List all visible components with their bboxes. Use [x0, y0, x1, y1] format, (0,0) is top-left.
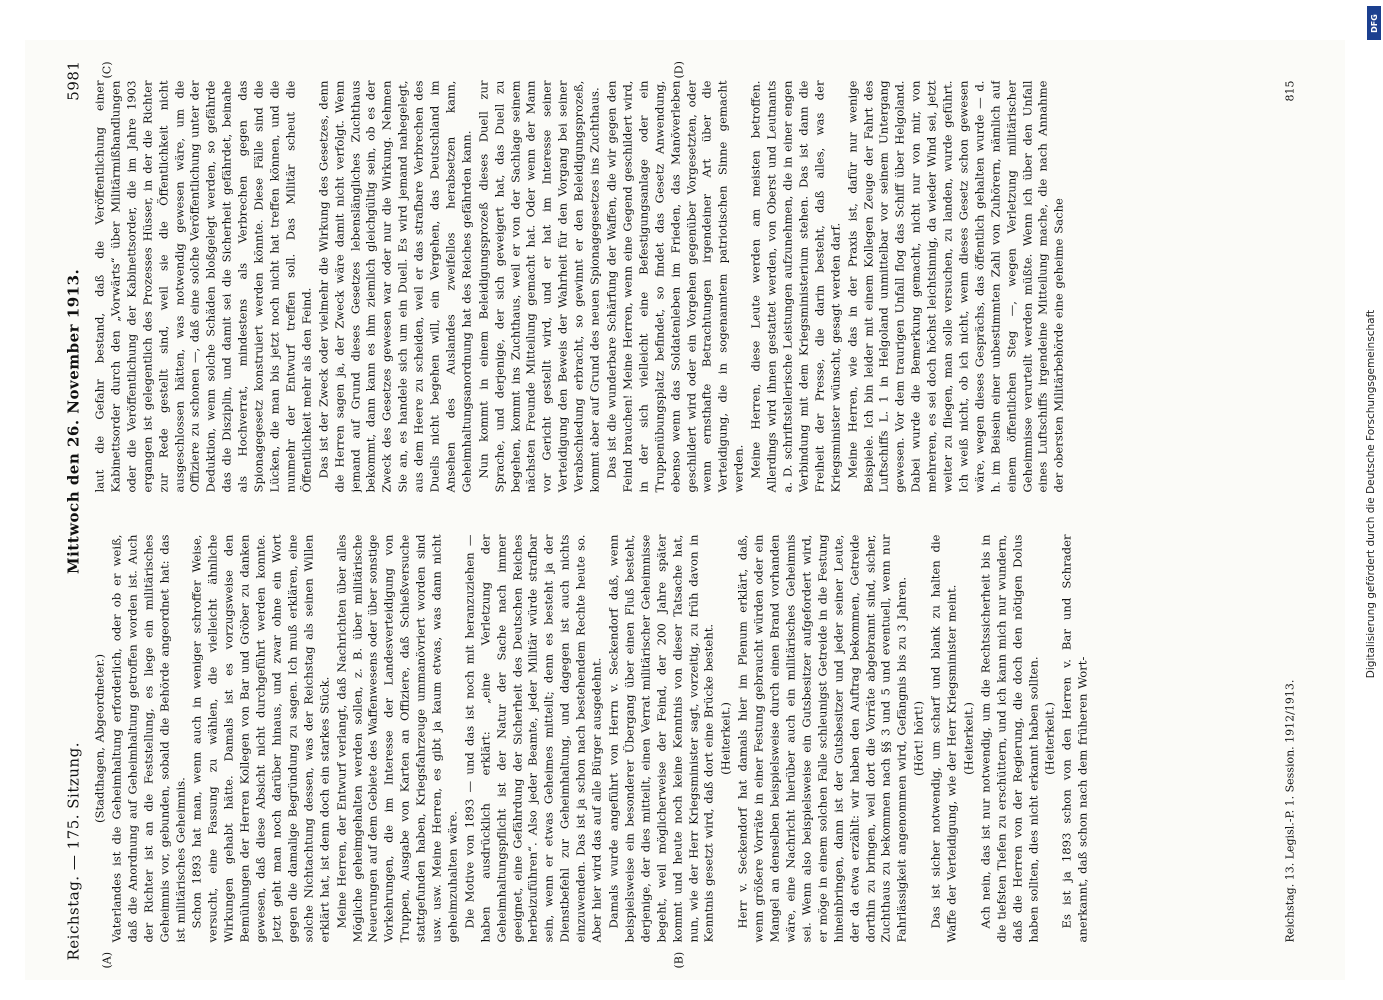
paragraph: Damals wurde angeführt von Herrn v. Seckendorf daß, wenn beispielsweise ein besonderer Übergang über einen Fluß besteht, derjenige, der dies mitteilt, einen Verrat militärischer Geheimnisse begeht, weil möglicherweise der Feind, der 200 Jahre später kommt und heute noch keine Kenntnis von dieser Tatsache hat, nun, wie der Herr Kriegsminister sagt, vorzeitig, zu früh davon in Kenntnis gesetzt wird, daß dort eine Brücke besteht. — [606, 534, 716, 943]
document-page — [25, 40, 1345, 980]
paragraph: Das ist sicher notwendig, um scharf und blank zu halten die Waffe der Verteidigung, wie der Herr Kriegsminister meint. — [928, 534, 959, 943]
margin-marker-c: (C) — [100, 61, 114, 79]
footer-legislature: Reichstag. 13. Legisl.-P. 1. Session. 1912/1913. — [1283, 679, 1297, 943]
paragraph: Herr v. Seckendorf hat damals hier im Plenum erklärt, daß, wenn größere Vorräte in einer Festung gebraucht würden oder ein Mangel an denselben beispielsweise durch einen Brand vorhanden wäre, eine Nachricht hierüber auch ein militärisches Geheimnis sei. Wenn also beispielsweise ein Gutsbesitzer aufgefordert wird, er möge in einem solchen Falle schleunigst Getreide in die Festung hineinbringen, dann ist der Gutsbesitzer und jeder seiner Leute, der da etwa erzählt: wir haben den Auftrag bekommen, Getreide dorthin zu bringen, weil dort die Vorräte abgebrannt sind, sicher, Zuchthaus zu bekommen nach §§ 3 und 5 und eventuell, wenn nur Fahrlässigkeit angenommen wird, Gefängnis bis zu 3 Jahren. — [735, 534, 909, 943]
paragraph: (Stadthagen, Abgeordneter.) — [92, 654, 107, 823]
page-footer — [1284, 81, 1304, 943]
funding-note-text: Digitalisierung gefördert durch die Deutsche Forschungsgemeinschaft — [1365, 309, 1377, 679]
dfg-logo-text: DFG — [1369, 13, 1379, 33]
paragraph: Meine Herren, der Entwurf verlangt, daß Nachrichten über alles Mögliche geheimgehalten werden sollen, z. B. über militärische Neuerungen auf dem Gebiete des Waffenwesens oder über sonstige Vorkehrungen, die im Interesse der Landesverteidigung von Truppen, Ausgabe von Karten an Offiziere, daß Schießversuche stattgefunden haben, Kriegsfahrzeuge ummanövriert worden sind usw. usw. Meine Herren, es gibt ja kaum etwas, was dann nicht geheimzuhalten wäre. — [334, 534, 460, 943]
funding-note — [1357, 0, 1383, 1000]
page-header — [61, 61, 87, 961]
rotated-page-content — [53, 51, 1318, 971]
interjection: (Hört! hört!) — [911, 701, 926, 776]
header-session: Reichstag. — 175. Sitzung. — [64, 742, 83, 961]
header-page-number: 5981 — [64, 60, 83, 101]
paragraph: Das ist der Zweck oder vielmehr die Wirkung des Gesetzes, denn die Herren sagen ja, der Zweck wäre damit nicht verfolgt. Wenn jemand auf Grund dieses Gesetzes lebenslängliches Zuchthaus bekommt, dann kann es ihm ziemlich gleichgültig sein, ob es der Zweck des Gesetzes gewesen war oder nur die Wirkung. Nehmen Sie an, es handele sich um ein Duell. Es wird jemand nahegelegt, aus dem Heere zu scheiden, weil er das strafbare Verbrechen des Duells nicht begehen will, ein Vergehen, das Deutschland im Ansehen des Auslandes zweifellos herabsetzen kann, Geheimhaltungsanordnung hat des Reiches gefährden kann. — [316, 80, 474, 493]
paragraph: Das ist die wunderbare Schärfung der Waffen, die wir gegen den Feind brauchen! Meine Herren, wenn eine Gegend geschildert wird, in der sich vielleicht eine Befestigungsanlage oder ein Truppenübungsplatz befindet, so findet das Gesetz Anwendung, ebenso wenn das Soldatenleben im Frieden, das Manöverleben geschildert wird oder ein Vorgehen gegenüber Vorgesetzten, oder wenn ernsthafte Betrachtungen irgendeiner Art über die Verteidigung, die in sogenanntem patriotischen Sinne gemacht werden. — [604, 80, 746, 493]
footer-sheet-number: 815 — [1283, 80, 1297, 102]
interjection: (Heiterkeit.) — [961, 702, 976, 775]
paragraph: Die Motive von 1893 — und das ist noch mit heranzuziehen — haben ausdrücklich erklärt: „eine Verletzung der Geheimhaltungspflicht ist der Natur der Sache nach immer geeignet, eine Gefährdung der Sicherheit des Deutschen Reiches herbeizuführen“. Also jeder Beamte, jeder Militär würde strafbar sein, wenn er etwas Geheimes mitteilt; denn es besteht ja der Dienstbefehl zur Geheimhaltung, und dagegen ist auch nichts einzuwenden. Das ist ja schon nach bestehendem Rechte heute so. Aber hier wird das auf alle Bürger ausgedehnt. — [462, 534, 604, 943]
interjection: (Heiterkeit.) — [1042, 702, 1057, 775]
paragraph: laut die Gefahr bestand, daß die Veröffentlichung einer Kabinettsorder durch den „Vorwärts“ über Militärmißhandlungen oder die Veröffentlichung der Kabinettsorder, die im Jahre 1903 ergangen ist gelegentlich des Prozesses Hüsser, in der die Richter zur Rede gestellt sind, weil sie die Öffentlichkeit nicht ausgeschlossen hätten, was notwendig gewesen wäre, um die Offiziere zu schonen —, daß eine solche Veröffentlichung unter der Deduktion, wenn solche Schäden bloßgelegt werden, so gefährde das die Disziplin, und damit sei die Sicherheit gefährdet, beinahe als Hochverrat, mindestens als Verbrechen gegen das Spionagegesetz konstruiert werden könnte. Diese Fälle sind die Lücken, die man bis jetzt noch nicht hat treffen können, und die nunmehr der Entwurf treffen soll. Das Militär scheut die Öffentlichkeit mehr als den Feind. — [92, 80, 314, 493]
paragraph: Es ist ja 1893 schon von den Herren v. Bar und Schrader anerkannt, daß schon nach dem früheren Wort- — [1059, 534, 1090, 943]
margin-marker-b: (B) — [672, 951, 686, 969]
paragraph: Vaterlandes ist die Geheimhaltung erforderlich, oder ob er weiß, daß die Anordnung auf Geheimhaltung getroffen worden ist. Auch der Richter ist an die Feststellung, es liege ein militärisches Geheimnis vor, gebunden, sobald die Behörde angeordnet hat: das ist militärisches Geheimnis. — [109, 534, 188, 943]
paragraph: Ach nein, das ist nur notwendig, um die Rechtssicherheit bis in die tiefsten Tiefen zu erschüttern, und ich kann mich nur wundern, daß die Herren von der Regierung, die doch den nötigen Dolus haben sollten, dies nicht erkannt haben sollten. — [978, 534, 1041, 943]
margin-marker-d: (D) — [672, 61, 686, 79]
left-text-column — [93, 535, 1278, 943]
paragraph: Meine Herren, diese Leute werden am meisten betroffen. Allerdings wird ihnen gestattet werden, von Oberst und Leutnants a. D. schriftstellerische Leistungen aufzunehmen, die in einer engen Verbindung mit dem Kriegsministerium stehen. Das ist dann die Freiheit der Presse, die darin besteht, daß alles, was der Kriegsminister wünscht, gesagt werden darf. — [748, 80, 843, 493]
dfg-logo — [1367, 6, 1381, 40]
paragraph: Nun kommt in einem Beleidigungsprozeß dieses Duell zur Sprache, und derjenige, der sich geweigert hat, das Duell zu begehen, kommt ins Zuchthaus, weil er von der Sachlage seinem nächsten Freunde Mitteilung gemacht hat. Oder wenn der Mann vor Gericht gestellt wird, und er hat im Interesse seiner Verteidigung den Beweis der Wahrheit für den Vorgang bei seiner Verabschiedung erbracht, so gewinnt er den Beleidigungsprozeß, kommt aber auf Grund des neuen Spionagegesetzes ins Zuchthaus. — [476, 80, 602, 493]
interjection: (Heiterkeit.) — [718, 702, 733, 775]
paragraph: Meine Herren, wie das in der Praxis ist, dafür nur wenige Beispiele. Ich bin leider mit einem Kollegen Zeuge der Fahrt des Luftschiffs L. 1 in Helgoland unmittelbar vor seinem Untergang gewesen. Vor dem traurigen Unfall flog das Schiff über Helgoland. Dabei wurde die Bemerkung gemacht, nicht nur von mir, von mehreren, es sei doch höchst leichtsinnig, da wieder Wind sei, jetzt weiter zu fliegen, man solle versuchen, zu landen, wurde geführt. Ich weiß nicht, ob ich nicht, wenn dieses Gesetz schon gewesen wäre, wegen dieses Gesprächs, das öffentlich gehalten wurde — d. h. im Beisein einer unbestimmten Zahl von Zuhörern, nämlich auf einem öffentlichen Steg —, wegen Verletzung militärischer Geheimnisse verurteilt werden müßte. Wenn ich über den Unfall eines Luftschiffs irgendeine Mitteilung mache, die nach Annahme der obersten Militärbehörde eine geheime Sache — [845, 80, 1066, 493]
header-date: Mittwoch den 26. November 1913. — [64, 268, 83, 575]
paragraph: Schon 1893 hat man, wenn auch in weniger schroffer Weise, versucht, eine Fassung zu wählen, die vielleicht ähnliche Wirkungen gehabt hätte. Damals ist es vorzugsweise den Bemühungen der Herren Kollegen von Bar und Gröber zu danken gewesen, daß diese Absicht nicht durchgeführt werden konnte. Jetzt geht man noch darüber hinaus, und zwar ohne ein Wort gegen die damalige Begründung zu sagen. Ich muß erklären, eine solche Nichtachtung dessen, was der Reichstag als seinen Willen erklärt hat, ist denn doch ein starkes Stück. — [189, 534, 332, 943]
right-text-column — [93, 81, 1278, 493]
margin-marker-a: (A) — [100, 951, 114, 969]
